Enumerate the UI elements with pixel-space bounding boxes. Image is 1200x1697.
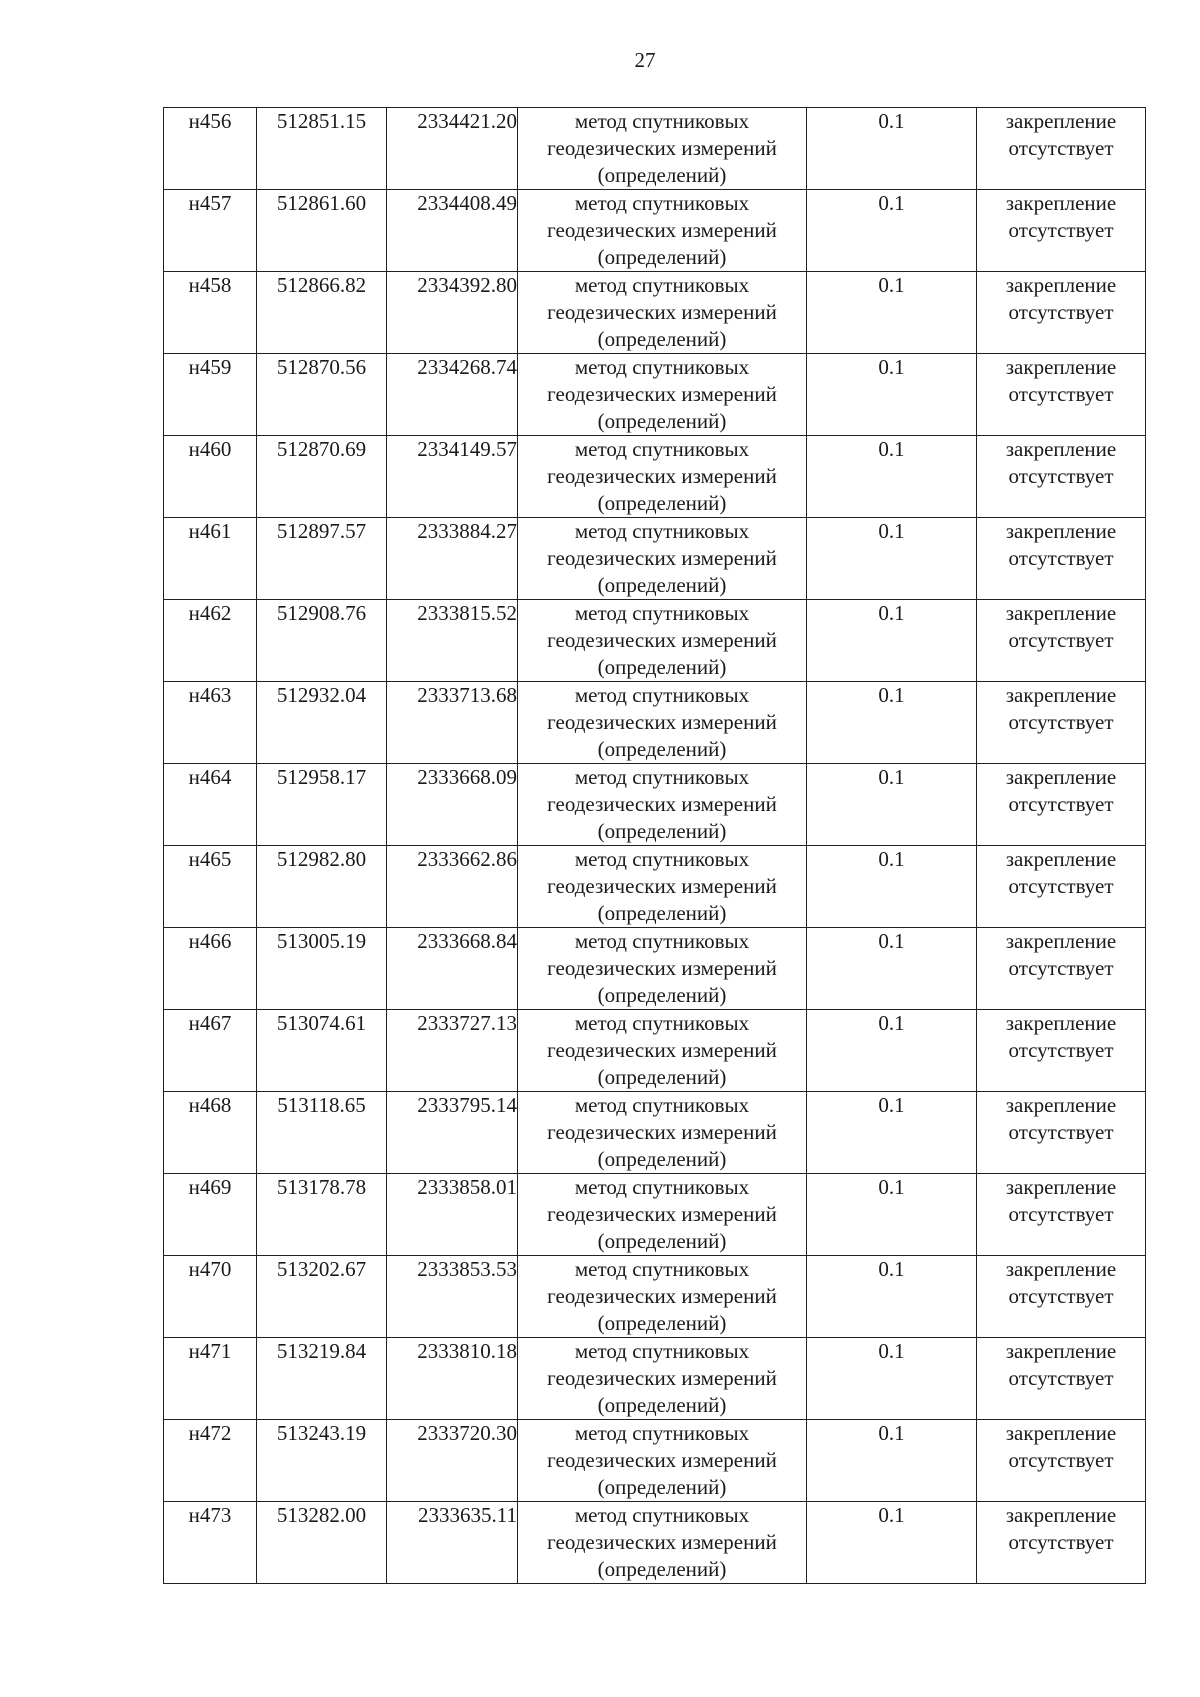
coordinate-x-cell: 513074.61 [257, 1010, 387, 1092]
coordinate-y-cell: 2333668.84 [387, 928, 518, 1010]
method-cell [518, 682, 807, 764]
method-line: метод спутниковых [574, 1093, 750, 1117]
method-line: геодезических измерений [547, 218, 777, 242]
method-line: метод спутниковых [574, 1503, 750, 1527]
coordinate-x-cell: 513178.78 [257, 1174, 387, 1256]
coordinate-y-cell: 2333795.14 [387, 1092, 518, 1174]
point-id-cell: н472 [164, 1420, 257, 1502]
method-line: геодезических измерений [547, 628, 777, 652]
fixing-cell [977, 518, 1146, 600]
fixing-cell [977, 1502, 1146, 1584]
coordinate-x-cell: 513202.67 [257, 1256, 387, 1338]
method-line: (определений) [597, 573, 727, 597]
accuracy-cell: 0.1 [807, 764, 977, 846]
point-id-cell: н471 [164, 1338, 257, 1420]
fixing-cell [977, 272, 1146, 354]
method-cell [518, 846, 807, 928]
method-line: геодезических измерений [547, 956, 777, 980]
coordinate-y-cell: 2333668.09 [387, 764, 518, 846]
method-line: геодезических измерений [547, 1530, 777, 1554]
point-id-cell: н459 [164, 354, 257, 436]
table-row [164, 1502, 1146, 1584]
method-line: (определений) [597, 1065, 727, 1089]
method-line: (определений) [597, 1475, 727, 1499]
point-id-cell: н470 [164, 1256, 257, 1338]
table-row [164, 108, 1146, 190]
accuracy-cell: 0.1 [807, 682, 977, 764]
table-row [164, 1174, 1146, 1256]
coordinate-x-cell: 513118.65 [257, 1092, 387, 1174]
table-row [164, 1256, 1146, 1338]
table-row [164, 682, 1146, 764]
fixing-line: закрепление [1005, 191, 1117, 215]
fixing-line: отсутствует [1008, 956, 1114, 980]
fixing-cell [977, 846, 1146, 928]
method-line: метод спутниковых [574, 1175, 750, 1199]
fixing-line: закрепление [1005, 519, 1117, 543]
accuracy-cell: 0.1 [807, 190, 977, 272]
method-line: (определений) [597, 737, 727, 761]
method-line: геодезических измерений [547, 1448, 777, 1472]
method-cell [518, 1174, 807, 1256]
fixing-line: отсутствует [1008, 874, 1114, 898]
fixing-cell [977, 108, 1146, 190]
method-cell [518, 1420, 807, 1502]
coordinate-y-cell: 2333720.30 [387, 1420, 518, 1502]
point-id-cell: н466 [164, 928, 257, 1010]
coordinate-x-cell: 513219.84 [257, 1338, 387, 1420]
coordinate-x-cell: 513005.19 [257, 928, 387, 1010]
fixing-line: отсутствует [1008, 1120, 1114, 1144]
accuracy-cell: 0.1 [807, 600, 977, 682]
coordinate-y-cell: 2333884.27 [387, 518, 518, 600]
method-line: (определений) [597, 1311, 727, 1335]
method-line: метод спутниковых [574, 847, 750, 871]
method-line: метод спутниковых [574, 765, 750, 789]
table-row [164, 1010, 1146, 1092]
fixing-line: закрепление [1005, 1011, 1117, 1035]
method-line: (определений) [597, 245, 727, 269]
fixing-cell [977, 1256, 1146, 1338]
method-cell [518, 1010, 807, 1092]
method-cell [518, 108, 807, 190]
accuracy-cell: 0.1 [807, 846, 977, 928]
method-line: геодезических измерений [547, 792, 777, 816]
coordinate-y-cell: 2334421.20 [387, 108, 518, 190]
table-row [164, 272, 1146, 354]
method-cell [518, 436, 807, 518]
fixing-line: отсутствует [1008, 628, 1114, 652]
method-line: (определений) [597, 163, 727, 187]
fixing-line: закрепление [1005, 1503, 1117, 1527]
method-line: метод спутниковых [574, 519, 750, 543]
coordinate-y-cell: 2333713.68 [387, 682, 518, 764]
method-line: (определений) [597, 1229, 727, 1253]
point-id-cell: н462 [164, 600, 257, 682]
fixing-line: отсутствует [1008, 1530, 1114, 1554]
coordinate-x-cell: 513243.19 [257, 1420, 387, 1502]
method-line: метод спутниковых [574, 1339, 750, 1363]
fixing-cell [977, 1338, 1146, 1420]
point-id-cell: н469 [164, 1174, 257, 1256]
coordinate-y-cell: 2334268.74 [387, 354, 518, 436]
coordinate-x-cell: 512870.56 [257, 354, 387, 436]
method-line: геодезических измерений [547, 874, 777, 898]
fixing-cell [977, 190, 1146, 272]
accuracy-cell: 0.1 [807, 1174, 977, 1256]
fixing-line: закрепление [1005, 1175, 1117, 1199]
fixing-cell [977, 354, 1146, 436]
fixing-line: закрепление [1005, 683, 1117, 707]
coordinate-y-cell: 2334408.49 [387, 190, 518, 272]
method-line: метод спутниковых [574, 1011, 750, 1035]
fixing-line: отсутствует [1008, 546, 1114, 570]
coordinate-x-cell: 512870.69 [257, 436, 387, 518]
method-line: метод спутниковых [574, 683, 750, 707]
table-row [164, 1092, 1146, 1174]
coordinate-x-cell: 512982.80 [257, 846, 387, 928]
accuracy-cell: 0.1 [807, 928, 977, 1010]
accuracy-cell: 0.1 [807, 108, 977, 190]
method-line: геодезических измерений [547, 382, 777, 406]
method-line: метод спутниковых [574, 191, 750, 215]
method-cell [518, 272, 807, 354]
coordinate-x-cell: 512958.17 [257, 764, 387, 846]
method-line: (определений) [597, 1147, 727, 1171]
table-row [164, 928, 1146, 1010]
method-line: геодезических измерений [547, 1120, 777, 1144]
method-cell [518, 928, 807, 1010]
fixing-line: отсутствует [1008, 710, 1114, 734]
method-line: метод спутниковых [574, 109, 750, 133]
table-row [164, 436, 1146, 518]
point-id-cell: н457 [164, 190, 257, 272]
method-line: метод спутниковых [574, 601, 750, 625]
method-line: (определений) [597, 1557, 727, 1581]
fixing-cell [977, 1092, 1146, 1174]
method-line: (определений) [597, 1393, 727, 1417]
coordinate-x-cell: 512897.57 [257, 518, 387, 600]
accuracy-cell: 0.1 [807, 436, 977, 518]
method-line: (определений) [597, 491, 727, 515]
method-cell [518, 600, 807, 682]
point-id-cell: н456 [164, 108, 257, 190]
fixing-line: отсутствует [1008, 1284, 1114, 1308]
point-id-cell: н463 [164, 682, 257, 764]
method-line: геодезических измерений [547, 464, 777, 488]
table-row [164, 190, 1146, 272]
point-id-cell: н467 [164, 1010, 257, 1092]
coordinate-y-cell: 2333635.11 [387, 1502, 518, 1584]
method-line: (определений) [597, 819, 727, 843]
fixing-line: закрепление [1005, 847, 1117, 871]
coordinate-x-cell: 512932.04 [257, 682, 387, 764]
fixing-line: отсутствует [1008, 300, 1114, 324]
point-id-cell: н458 [164, 272, 257, 354]
fixing-cell [977, 1010, 1146, 1092]
method-cell [518, 1502, 807, 1584]
method-line: метод спутниковых [574, 1257, 750, 1281]
fixing-line: закрепление [1005, 273, 1117, 297]
fixing-line: отсутствует [1008, 1038, 1114, 1062]
fixing-cell [977, 928, 1146, 1010]
table-row [164, 518, 1146, 600]
fixing-line: закрепление [1005, 1093, 1117, 1117]
coordinate-x-cell: 512908.76 [257, 600, 387, 682]
coordinate-x-cell: 512861.60 [257, 190, 387, 272]
method-line: геодезических измерений [547, 546, 777, 570]
method-cell [518, 518, 807, 600]
fixing-cell [977, 764, 1146, 846]
method-line: метод спутниковых [574, 929, 750, 953]
fixing-line: закрепление [1005, 355, 1117, 379]
coordinate-y-cell: 2334392.80 [387, 272, 518, 354]
accuracy-cell: 0.1 [807, 1338, 977, 1420]
fixing-line: отсутствует [1008, 1448, 1114, 1472]
point-id-cell: н473 [164, 1502, 257, 1584]
accuracy-cell: 0.1 [807, 518, 977, 600]
fixing-line: отсутствует [1008, 218, 1114, 242]
coordinate-y-cell: 2333815.52 [387, 600, 518, 682]
method-line: метод спутниковых [574, 355, 750, 379]
coordinate-y-cell: 2333858.01 [387, 1174, 518, 1256]
point-id-cell: н460 [164, 436, 257, 518]
coordinate-x-cell: 513282.00 [257, 1502, 387, 1584]
coordinate-y-cell: 2333727.13 [387, 1010, 518, 1092]
fixing-line: отсутствует [1008, 464, 1114, 488]
accuracy-cell: 0.1 [807, 1502, 977, 1584]
method-line: геодезических измерений [547, 1202, 777, 1226]
accuracy-cell: 0.1 [807, 354, 977, 436]
method-line: (определений) [597, 901, 727, 925]
fixing-line: закрепление [1005, 601, 1117, 625]
method-line: геодезических измерений [547, 300, 777, 324]
table-row [164, 600, 1146, 682]
method-line: геодезических измерений [547, 1038, 777, 1062]
table-row [164, 846, 1146, 928]
table-row [164, 354, 1146, 436]
table-body [164, 108, 1146, 1584]
accuracy-cell: 0.1 [807, 1092, 977, 1174]
accuracy-cell: 0.1 [807, 1256, 977, 1338]
method-cell [518, 1256, 807, 1338]
table-row [164, 1420, 1146, 1502]
table-row [164, 764, 1146, 846]
fixing-cell [977, 1420, 1146, 1502]
coordinate-x-cell: 512851.15 [257, 108, 387, 190]
fixing-line: отсутствует [1008, 1202, 1114, 1226]
fixing-line: отсутствует [1008, 382, 1114, 406]
method-line: геодезических измерений [547, 136, 777, 160]
method-cell [518, 1092, 807, 1174]
fixing-cell [977, 1174, 1146, 1256]
method-cell [518, 354, 807, 436]
method-line: метод спутниковых [574, 273, 750, 297]
method-cell [518, 764, 807, 846]
fixing-line: отсутствует [1008, 792, 1114, 816]
method-cell [518, 1338, 807, 1420]
method-line: метод спутниковых [574, 1421, 750, 1445]
accuracy-cell: 0.1 [807, 1420, 977, 1502]
point-id-cell: н464 [164, 764, 257, 846]
method-line: (определений) [597, 655, 727, 679]
fixing-line: отсутствует [1008, 136, 1114, 160]
fixing-cell [977, 682, 1146, 764]
fixing-cell [977, 600, 1146, 682]
point-id-cell: н465 [164, 846, 257, 928]
method-line: (определений) [597, 409, 727, 433]
accuracy-cell: 0.1 [807, 272, 977, 354]
fixing-line: закрепление [1005, 109, 1117, 133]
fixing-line: закрепление [1005, 1257, 1117, 1281]
method-line: (определений) [597, 327, 727, 351]
point-id-cell: н461 [164, 518, 257, 600]
coordinate-y-cell: 2333662.86 [387, 846, 518, 928]
page-number: 27 [634, 48, 656, 72]
point-id-cell: н468 [164, 1092, 257, 1174]
fixing-line: закрепление [1005, 929, 1117, 953]
coordinates-table [163, 107, 1146, 1584]
fixing-line: закрепление [1005, 437, 1117, 461]
fixing-cell [977, 436, 1146, 518]
fixing-line: отсутствует [1008, 1366, 1114, 1390]
fixing-line: закрепление [1005, 1421, 1117, 1445]
coordinate-x-cell: 512866.82 [257, 272, 387, 354]
method-cell [518, 190, 807, 272]
coordinate-y-cell: 2333810.18 [387, 1338, 518, 1420]
method-line: метод спутниковых [574, 437, 750, 461]
method-line: геодезических измерений [547, 1284, 777, 1308]
method-line: (определений) [597, 983, 727, 1007]
method-line: геодезических измерений [547, 1366, 777, 1390]
accuracy-cell: 0.1 [807, 1010, 977, 1092]
table-row [164, 1338, 1146, 1420]
fixing-line: закрепление [1005, 1339, 1117, 1363]
fixing-line: закрепление [1005, 765, 1117, 789]
coordinate-y-cell: 2334149.57 [387, 436, 518, 518]
coordinate-y-cell: 2333853.53 [387, 1256, 518, 1338]
method-line: геодезических измерений [547, 710, 777, 734]
